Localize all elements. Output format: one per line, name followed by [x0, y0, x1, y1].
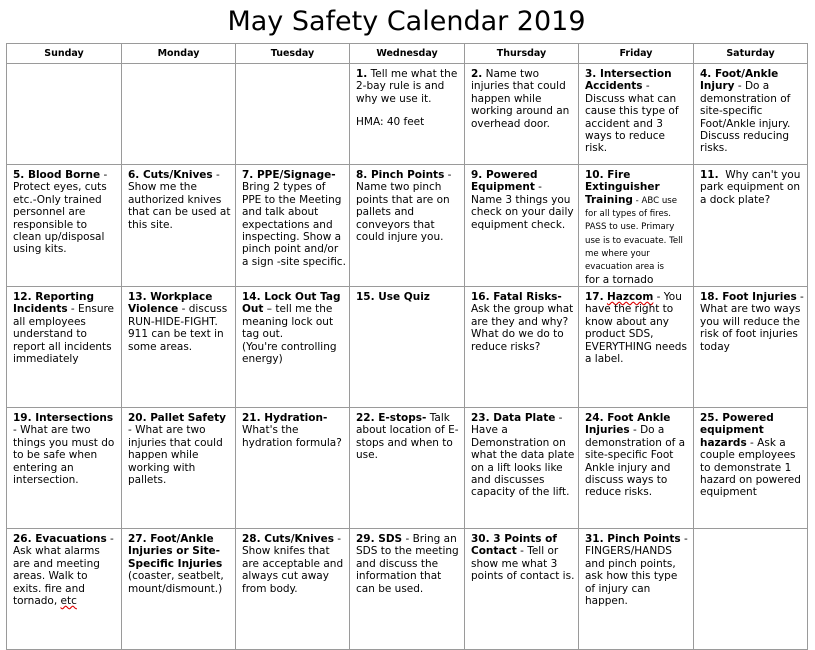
- day-title: 21. Hydration-: [242, 412, 328, 424]
- day-text: - Do a demonstration of a site-specific Foot Ankle injury and discuss ways to reduce risks.: [585, 424, 686, 499]
- day-title: 25. Powered equipment hazards: [700, 412, 774, 449]
- day-text: (coaster, seatbelt, mount/dismount.): [128, 570, 224, 595]
- day-text: - Ask a couple employees to demonstrate 1 hazard on powered equipment: [700, 436, 801, 499]
- day-cell-19: [7, 408, 122, 529]
- day-cell-26: [7, 529, 122, 650]
- day-cell-5: [7, 165, 122, 287]
- day-cell-4: [694, 64, 808, 165]
- day-cell-17: [579, 287, 694, 408]
- day-title: 14. Lock Out Tag Out: [242, 291, 341, 316]
- day-title: 3. Intersection Accidents: [585, 68, 672, 93]
- day-cell-3: [579, 64, 694, 165]
- weekday-tuesday: Tuesday: [236, 44, 350, 64]
- day-title: 4. Foot/Ankle Injury: [700, 68, 779, 93]
- page-title: May Safety Calendar 2019: [227, 6, 586, 37]
- day-title: 20. Pallet Safety: [128, 412, 226, 424]
- day-text: Bring 2 types of PPE to the Meeting and talk about expectations and inspecting. Show a pinch point and/or a sign -site specific.: [242, 181, 346, 268]
- day-title: 15. Use Quiz: [356, 291, 430, 303]
- day-text: - Do a demonstration of site-specific Foot/Ankle injury. Discuss reducing risks.: [700, 80, 791, 155]
- day-cell-6: [122, 165, 236, 287]
- day-title: 16. Fatal Risks-: [471, 291, 562, 303]
- day-cell-12: [7, 287, 122, 408]
- day-title: 23. Data Plate: [471, 412, 556, 424]
- day-text: Talk about location of E-stops and when to use.: [356, 412, 459, 462]
- day-text-etc: etc: [60, 595, 77, 608]
- day-cell-29: [350, 529, 465, 650]
- day-cell-28: [236, 529, 350, 650]
- weekday-wednesday: Wednesday: [350, 44, 465, 64]
- day-text: - Tell or show me what 3 points of contact is.: [471, 545, 575, 583]
- day-title: 27. Foot/Ankle Injuries or Site-Specific Injuries: [128, 533, 223, 570]
- day-title: 10. Fire Extinguisher Training: [585, 169, 660, 206]
- weekday-monday: Monday: [122, 44, 236, 64]
- day-cell-14: [236, 287, 350, 408]
- day-number: 11.: [700, 169, 719, 181]
- day-cell-10: [579, 165, 694, 287]
- day-cell-11: [694, 165, 808, 287]
- day-title: 22. E-stops-: [356, 412, 427, 424]
- day-title: 9. Powered Equipment: [471, 169, 538, 194]
- day-cell-2: [465, 64, 579, 165]
- day-title: 13. Workplace Violence: [128, 291, 213, 316]
- weekday-sunday: Sunday: [7, 44, 122, 64]
- day-title: 7. PPE/Signage-: [242, 169, 336, 181]
- day-text: - Name 3 things you check on your daily equipment check.: [471, 181, 574, 231]
- day-text: - What are two injuries that could happen while working with pallets.: [128, 424, 223, 487]
- day-cell-27: [122, 529, 236, 650]
- day-title: 24. Foot Ankle Injuries: [585, 412, 671, 437]
- day-text: - Protect eyes, cuts etc.-Only trained personnel are responsible to clean up/disposal using kits.: [13, 169, 108, 256]
- day-title: 5. Blood Borne: [13, 169, 101, 181]
- week-row-5: [7, 529, 808, 650]
- day-text: - Show me the authorized knives that can be used at this site.: [128, 169, 231, 231]
- day-title: 30. 3 Points of Contact: [471, 533, 557, 558]
- day-title-word: Hazcom: [606, 291, 654, 303]
- day-cell-21: [236, 408, 350, 529]
- day-text: - Discuss what can cause this type of accident and 3 ways to reduce risk.: [585, 80, 679, 155]
- day-cell-24: [579, 408, 694, 529]
- week-row-4: [7, 408, 808, 529]
- week-row-1: [7, 64, 808, 165]
- day-text: – tell me the meaning lock out tag out.: [242, 303, 334, 341]
- day-cell-16: [465, 287, 579, 408]
- day-note: (You're controlling energy): [242, 340, 337, 366]
- day-text: - ABC use for all types of fires. PASS to use. Primary use is to evacuate. Tell me where your evacuation area is: [585, 195, 683, 273]
- weekday-header-row: [7, 44, 808, 64]
- week-row-2: [7, 165, 808, 287]
- day-cell-7: [236, 165, 350, 287]
- empty-day-cell: [236, 64, 350, 165]
- day-title: 31. Pinch Points: [585, 533, 681, 545]
- day-text: - What are two things you must do to be safe when entering an intersection.: [13, 424, 115, 487]
- day-title: 6. Cuts/Knives: [128, 169, 213, 181]
- day-cell-18: [694, 287, 808, 408]
- day-cell-15: [350, 287, 465, 408]
- day-cell-30: [465, 529, 579, 650]
- day-text: - Have a Demonstration on what the data plate on a lift looks like and discusses capacity of the lift.: [471, 412, 575, 499]
- day-number: 2.: [471, 68, 483, 80]
- day-text: - FINGERS/HANDS and pinch points, ask how this type of injury can happen.: [585, 533, 688, 608]
- day-text: - Ask what alarms are and meeting areas. Walk to exits. fire and tornado,: [13, 533, 114, 608]
- weekday-thursday: Thursday: [465, 44, 579, 64]
- day-cell-13: [122, 287, 236, 408]
- day-text: - You have the right to know about any product SDS, EVERYTHING needs a label.: [585, 291, 687, 366]
- day-text: - Name two pinch points that are on pallets and conveyors that could injure you.: [356, 169, 452, 244]
- day-text: - Bring an SDS to the meeting and discuss the information that can be used.: [356, 533, 459, 595]
- day-title: 18. Foot Injuries: [700, 291, 797, 303]
- day-cell-31: [579, 529, 694, 650]
- day-title: 8. Pinch Points: [356, 169, 445, 181]
- day-text: - Show knifes that are acceptable and always cut away from body.: [242, 533, 344, 595]
- day-title: 28. Cuts/Knives: [242, 533, 334, 545]
- day-title: 19. Intersections: [13, 412, 114, 424]
- day-cell-9: [465, 165, 579, 287]
- day-number: 1.: [356, 68, 368, 80]
- day-text: - Ensure all employees understand to report all incidents immediately: [13, 303, 115, 366]
- day-text: - discuss RUN-HIDE-FIGHT. 911 can be text in some areas.: [128, 303, 228, 353]
- empty-day-cell: [7, 64, 122, 165]
- day-text: Why can't you park equipment on a dock plate?: [700, 169, 801, 206]
- day-text: Ask the group what are they and why? What do we do to reduce risks?: [471, 303, 574, 353]
- day-cell-22: [350, 408, 465, 529]
- empty-day-cell: [694, 529, 808, 650]
- day-title: 26. Evacuations: [13, 533, 107, 545]
- calendar-grid: [6, 43, 808, 650]
- day-text: Tell me what the 2-bay rule is and why we use it.: [356, 68, 458, 105]
- weekday-friday: Friday: [579, 44, 694, 64]
- day-cell-8: [350, 165, 465, 287]
- empty-day-cell: [122, 64, 236, 165]
- day-text: - What are two ways you will reduce the risk of foot injuries today: [700, 291, 804, 353]
- day-cell-20: [122, 408, 236, 529]
- day-number: 17.: [585, 291, 604, 303]
- day-text: What's the hydration formula?: [242, 424, 342, 449]
- day-note: HMA: 40 feet: [356, 116, 425, 129]
- week-row-3: [7, 287, 808, 408]
- day-title: 12. Reporting Incidents: [13, 291, 94, 316]
- day-cell-1: [350, 64, 465, 165]
- day-cell-23: [465, 408, 579, 529]
- day-text-tail: for a tornado: [585, 273, 654, 286]
- day-cell-25: [694, 408, 808, 529]
- day-text: Name two injuries that could happen while working around an overhead door.: [471, 68, 570, 130]
- weekday-saturday: Saturday: [694, 44, 808, 64]
- day-title: 29. SDS: [356, 533, 403, 545]
